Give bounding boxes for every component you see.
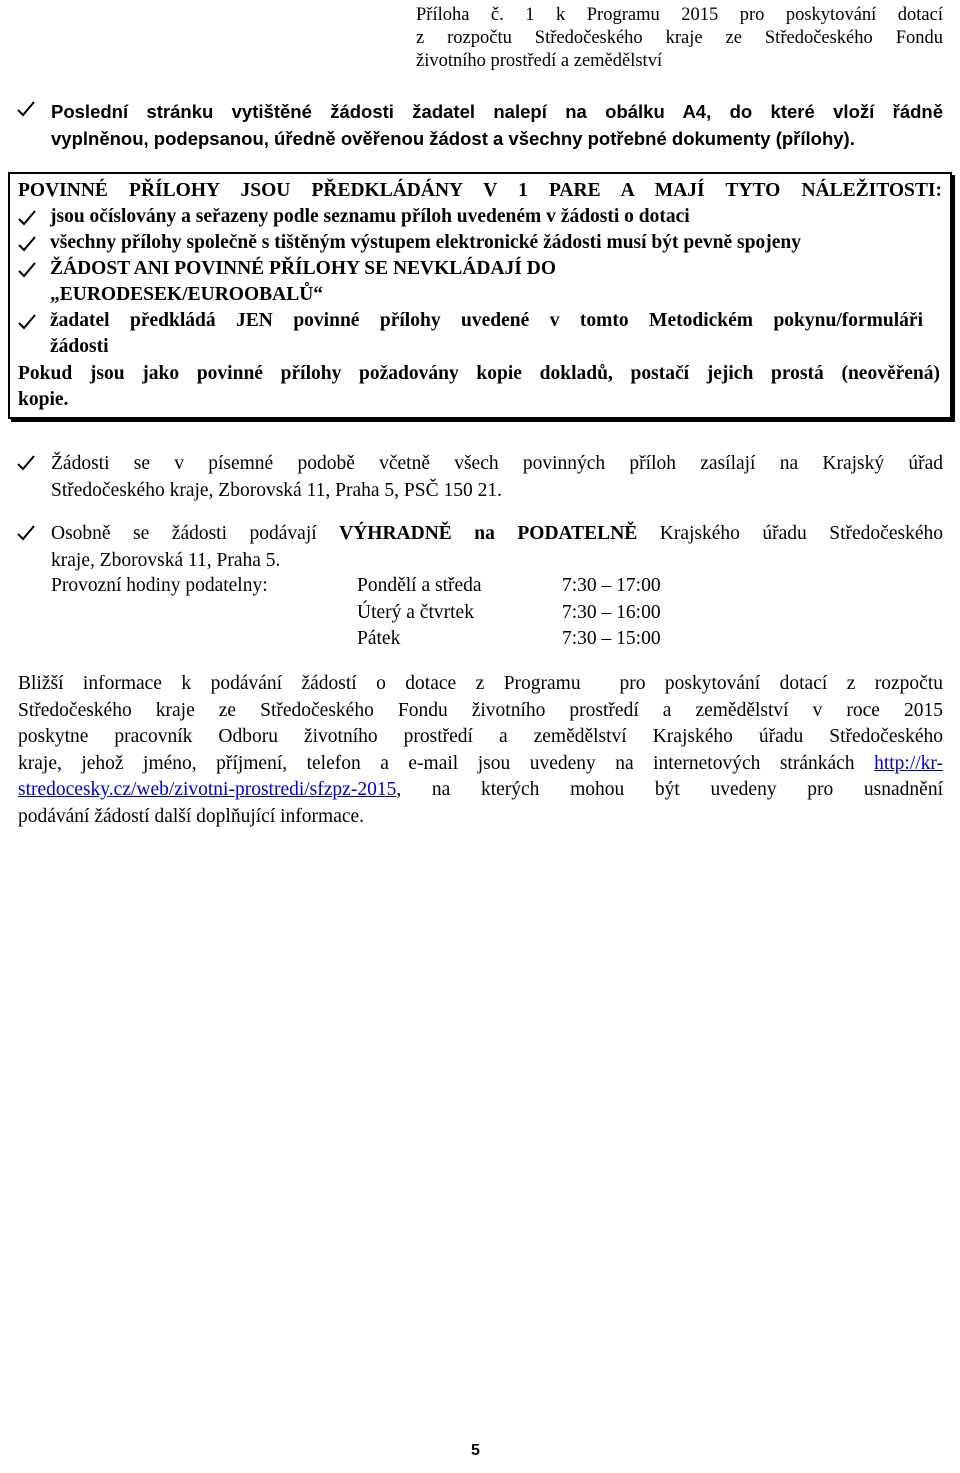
checkmark-icon xyxy=(17,454,35,478)
header-line-1: Příloha č. 1 k Programu 2015 pro poskytování dotací xyxy=(416,5,943,25)
attachment-rule-4-line-1: žadatel předkládá JEN povinné přílohy uvedené v tomto Metodickém pokynu/formuláři xyxy=(50,310,923,331)
checkmark-icon xyxy=(17,524,35,548)
envelope-line-1: Poslední stránku vytištěné žádosti žadatel nalepí na obálku A4, do které vloží řádně xyxy=(51,101,943,122)
copies-note-line-1: Pokud jsou jako povinné přílohy požadovány kopie dokladů, postačí jejich prostá (neověřená) xyxy=(18,363,940,384)
office-hours-days-3: Pátek xyxy=(357,628,401,649)
attachment-rule-2: všechny přílohy společně s tištěným výstupem elektronické žádosti musí být pevně spojeny xyxy=(50,232,801,253)
info-line-5-text: , na kterých mohou být uvedeny pro usnadnění xyxy=(396,779,943,800)
header-line-3: životního prostředí a zemědělství xyxy=(416,51,663,71)
personal-line-1-bold: VÝHRADNĚ na PODATELNĚ xyxy=(339,523,638,544)
personal-submission-item xyxy=(17,520,943,574)
checkmark-icon xyxy=(18,209,36,227)
personal-line-1 xyxy=(51,520,943,547)
office-hours-time-1: 7:30 – 17:00 xyxy=(562,575,661,596)
attachment-rule-3-line-2: „EURODESEK/EUROOBALŮ“ xyxy=(50,284,324,305)
checkmark-icon xyxy=(18,313,36,331)
info-line-5 xyxy=(18,777,943,804)
attachments-title: POVINNÉ PŘÍLOHY JSOU PŘEDKLÁDÁNY V 1 PARE A MAJÍ TYTO NÁLEŽITOSTI: xyxy=(18,180,942,201)
website-link-part-2[interactable]: stredocesky.cz/web/zivotni-prostredi/sfzpz-2015 xyxy=(18,779,397,800)
checkmark-icon xyxy=(18,261,36,279)
envelope-line-2: vyplněnou, podepsanou, úředně ověřenou žádost a všechny potřebné dokumenty (přílohy). xyxy=(51,128,855,149)
attachment-rule-1: jsou očíslovány a seřazeny podle seznamu příloh uvedeném v žádosti o dotaci xyxy=(50,206,690,227)
info-line-4 xyxy=(18,751,943,778)
website-link-part-1[interactable]: http://kr- xyxy=(874,752,943,774)
office-hours-days-1: Pondělí a středa xyxy=(357,575,482,596)
mail-line-2: Středočeského kraje, Zborovská 11, Praha 5, PSČ 150 21. xyxy=(51,480,502,501)
copies-note-line-2: kopie. xyxy=(18,389,69,410)
attachment-rule-3-line-1: ŽÁDOST ANI POVINNÉ PŘÍLOHY SE NEVKLÁDAJÍ DO xyxy=(50,258,557,279)
envelope-instruction xyxy=(17,98,943,152)
info-line-6: podávání žádostí další doplňující informace. xyxy=(18,805,365,827)
personal-line-1-post: Krajského úřadu Středočeského xyxy=(637,523,943,544)
mail-submission-item xyxy=(17,450,943,504)
personal-line-1-pre: Osobně se žádosti podávají xyxy=(51,523,340,544)
info-paragraph xyxy=(18,671,943,830)
info-line-3: poskytne pracovník Odboru životního prostředí a zemědělství Krajského úřadu Středočeského xyxy=(18,726,943,747)
info-line-1: Bližší informace k podávání žádostí o dotace z Programu pro poskytování dotací z rozpočtu xyxy=(18,673,943,694)
checkmark-icon xyxy=(18,235,36,253)
info-line-2: Středočeského kraje ze Středočeského Fondu životního prostředí a zemědělství v roce 2015 xyxy=(18,699,943,721)
attachment-rule-4-line-2: žádosti xyxy=(50,336,109,357)
info-line-4-text: kraje, jehož jméno, příjmení, telefon a e-mail jsou uvedeny na internetových stránkách xyxy=(18,752,875,774)
checkmark-icon xyxy=(17,100,35,124)
office-hours-time-3: 7:30 – 15:00 xyxy=(562,628,661,649)
document-header xyxy=(416,4,943,73)
page-number: 5 xyxy=(471,1442,480,1459)
office-hours-time-2: 7:30 – 16:00 xyxy=(562,602,661,623)
office-hours-days-2: Úterý a čtvrtek xyxy=(357,602,474,623)
mail-line-1: Žádosti se v písemné podobě včetně všech povinných příloh zasílají na Krajský úřad xyxy=(51,453,943,474)
office-hours-label: Provozní hodiny podatelny: xyxy=(51,575,268,596)
personal-line-2: kraje, Zborovská 11, Praha 5. xyxy=(51,550,281,571)
header-line-2: z rozpočtu Středočeského kraje ze Středočeského Fondu xyxy=(416,28,943,48)
